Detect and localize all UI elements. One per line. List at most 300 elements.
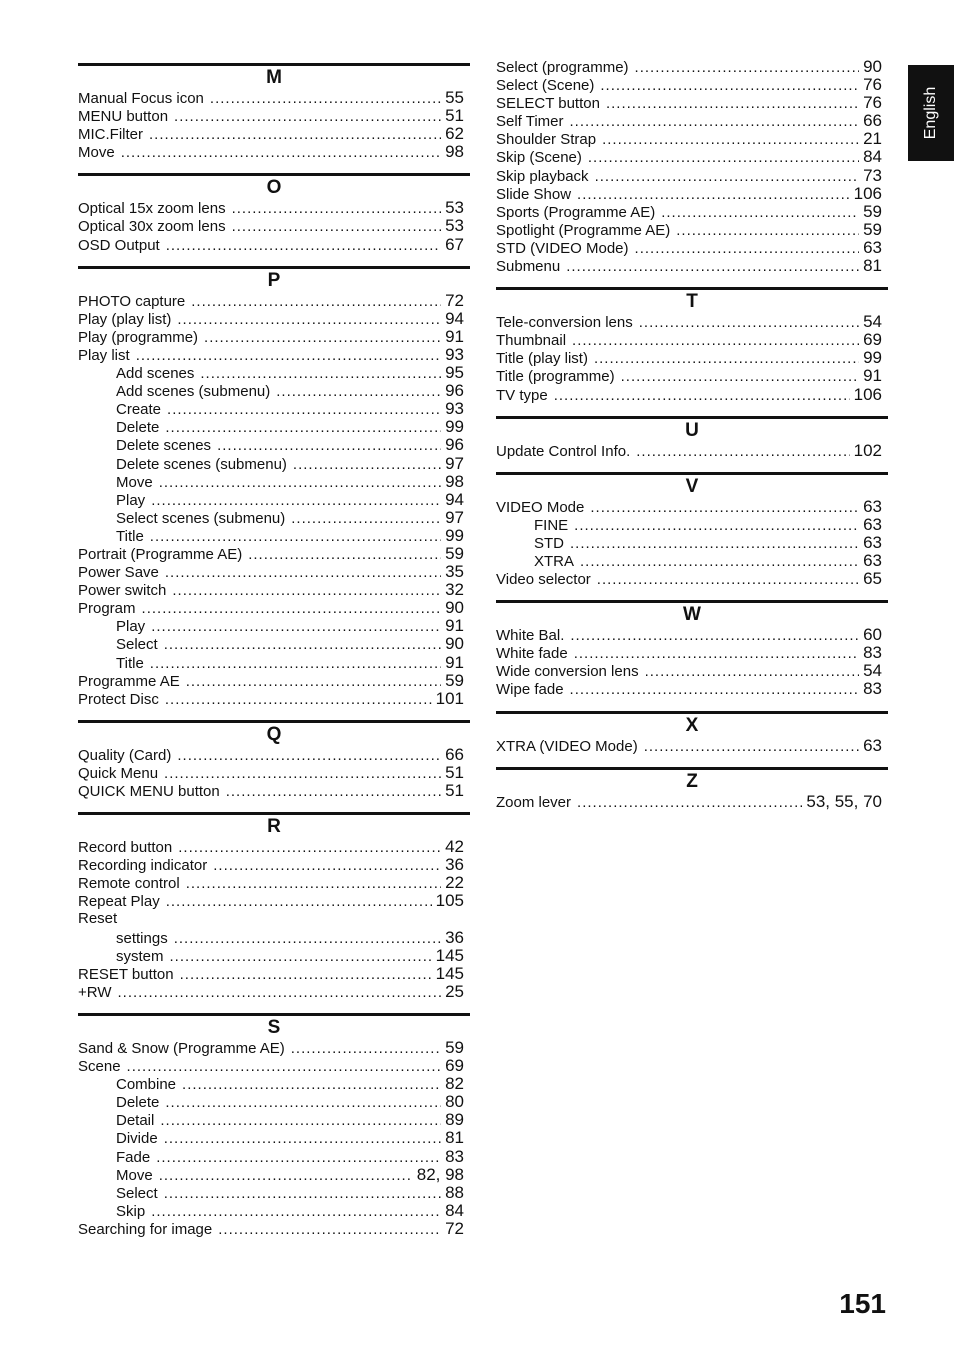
entry-term: Power switch [78, 582, 167, 600]
entry-page: 63 [863, 736, 882, 755]
entry-list [496, 793, 888, 811]
index-entry [496, 570, 888, 588]
entry-term: Add scenes [116, 365, 195, 383]
entry-page: 55 [445, 89, 464, 107]
entry-list [78, 89, 470, 161]
section-rule [78, 1013, 470, 1016]
entry-term: Title (play list) [496, 350, 588, 368]
entry-term: Divide [116, 1130, 158, 1148]
entry-page: 42 [445, 838, 464, 857]
index-entry [78, 346, 470, 364]
index-entry [496, 76, 888, 94]
index-subentry [78, 1075, 470, 1093]
dot-leader [136, 347, 441, 364]
entry-term: Add scenes (submenu) [116, 383, 271, 401]
entry-term: PHOTO capture [78, 292, 186, 310]
entry-page: 95 [445, 364, 464, 383]
entry-term: Play (play list) [78, 310, 172, 328]
dot-leader [182, 1076, 441, 1093]
entry-page: 22 [445, 874, 464, 893]
index-entry [78, 746, 470, 764]
entry-page: 76 [863, 94, 882, 113]
section-letter: U [685, 419, 699, 441]
dot-leader [588, 149, 859, 166]
section-rule [78, 720, 470, 723]
entry-term: Select [116, 636, 158, 654]
dot-leader [191, 293, 441, 310]
entry-term: Repeat Play [78, 893, 160, 911]
entry-term: Skip [116, 1202, 146, 1220]
entry-page: 96 [445, 436, 464, 455]
section-letter: X [685, 714, 699, 736]
entry-term: Delete [116, 419, 160, 437]
entry-page: 54 [863, 662, 882, 681]
dot-leader [293, 456, 441, 473]
entry-page: 93 [445, 345, 464, 364]
dot-leader [117, 984, 441, 1001]
dot-leader [606, 95, 859, 112]
dot-leader [594, 350, 859, 367]
dot-leader [577, 186, 850, 203]
entry-page: 62 [445, 125, 464, 144]
index-entry [78, 910, 470, 928]
dot-leader [636, 443, 849, 460]
dot-leader [661, 204, 859, 221]
dot-leader [165, 691, 432, 708]
index-entry [496, 680, 888, 698]
entry-term: OSD Output [78, 236, 160, 254]
index-subentry [78, 654, 470, 672]
dot-leader [590, 499, 859, 516]
dot-leader [574, 517, 859, 534]
entry-term: Fade [116, 1148, 151, 1166]
index-subentry [78, 400, 470, 418]
index-entry [496, 737, 888, 755]
index-entry [78, 892, 470, 910]
entry-page: 66 [863, 112, 882, 131]
entry-page: 81 [445, 1129, 464, 1148]
index-section [496, 711, 888, 755]
dot-leader [166, 237, 441, 254]
index-entry [78, 581, 470, 599]
entry-term: Portrait (Programme AE) [78, 545, 243, 563]
index-entry [78, 599, 470, 617]
index-entry [496, 221, 888, 239]
index-entry [78, 310, 470, 328]
entry-term: Scene [78, 1058, 121, 1076]
index-entry [496, 386, 888, 404]
section-letter: M [266, 67, 282, 88]
dot-leader [156, 1149, 441, 1166]
dot-leader [645, 663, 860, 680]
section-rule [496, 287, 888, 290]
entry-page: 53, 55, 70 [806, 792, 882, 811]
index-subentry [78, 1184, 470, 1202]
entry-page: 53 [445, 199, 464, 218]
entry-page: 98 [445, 472, 464, 491]
entry-term: White fade [496, 645, 568, 663]
index-subentry [496, 552, 888, 570]
entry-page: 94 [445, 490, 464, 509]
entry-term: Combine [116, 1076, 177, 1094]
entry-term: SELECT button [496, 95, 600, 113]
entry-term: Move [116, 473, 153, 491]
index-entry [78, 125, 470, 143]
entry-term: QUICK MENU button [78, 783, 220, 800]
dot-leader [164, 765, 441, 782]
index-entry [78, 89, 470, 107]
entry-term: Zoom lever [496, 793, 572, 811]
entry-term: Select (Scene) [496, 77, 595, 95]
dot-leader [602, 131, 859, 148]
entry-page: 25 [445, 982, 464, 1001]
entry-term: Remote control [78, 875, 180, 893]
dot-leader [121, 144, 441, 161]
index-entry [496, 257, 888, 275]
entry-page: 21 [863, 130, 882, 149]
entry-term: XTRA (VIDEO Mode) [496, 737, 638, 755]
index-entry [496, 58, 888, 76]
entry-term: Programme AE [78, 672, 180, 690]
index-subentry [78, 509, 470, 527]
entry-term: Recording indicator [78, 857, 208, 875]
entry-page: 51 [445, 107, 464, 126]
dot-leader [276, 383, 441, 400]
index-section [78, 720, 470, 800]
entry-term: STD (VIDEO Mode) [496, 239, 629, 257]
entry-term: system [116, 947, 164, 965]
index-entry [78, 1057, 470, 1075]
entry-page: 99 [445, 526, 464, 545]
entry-page: 63 [863, 497, 882, 516]
dot-leader [174, 930, 441, 947]
index-section [496, 472, 888, 588]
dot-leader [570, 681, 860, 698]
index-entry [78, 782, 470, 800]
entry-page: 54 [863, 313, 882, 332]
dot-leader [232, 218, 442, 235]
dot-leader [621, 368, 859, 385]
index-section [496, 58, 888, 275]
entry-page: 91 [863, 367, 882, 386]
index-entry [78, 563, 470, 581]
entry-term: Select scenes (submenu) [116, 509, 286, 527]
entry-term: MIC.Filter [78, 126, 143, 144]
index-entry [496, 662, 888, 680]
entry-page: 105 [435, 892, 464, 911]
dot-leader [232, 200, 442, 217]
entry-term: Select [116, 1184, 158, 1202]
dot-leader [151, 1203, 441, 1220]
index-entry [78, 874, 470, 892]
index-entry [496, 148, 888, 166]
entry-term: MENU button [78, 108, 169, 126]
entry-page: 82 [445, 1075, 464, 1094]
entry-page: 76 [863, 76, 882, 95]
section-letter: T [686, 291, 698, 313]
index-subentry [78, 1148, 470, 1166]
index-entry [78, 236, 470, 254]
entry-page: 63 [863, 551, 882, 570]
entry-page: 84 [445, 1201, 464, 1220]
index-entry [78, 1039, 470, 1057]
entry-page: 59 [863, 202, 882, 221]
index-section [496, 600, 888, 698]
index-subentry [78, 617, 470, 635]
dot-leader [150, 528, 441, 545]
entry-term: Slide Show [496, 185, 572, 203]
entry-page: 98 [445, 143, 464, 162]
index-entry [496, 239, 888, 257]
entry-term: Searching for image [78, 1220, 213, 1238]
dot-leader [204, 329, 441, 346]
index-entry [78, 217, 470, 235]
dot-leader [165, 564, 441, 581]
section-letter: R [267, 816, 281, 838]
dot-leader [160, 1112, 441, 1129]
dot-leader [127, 1058, 442, 1075]
section-letter: S [267, 1016, 281, 1038]
entry-page: 83 [863, 644, 882, 663]
index-subentry [78, 382, 470, 400]
entry-page: 53 [445, 217, 464, 236]
section-rule [78, 173, 470, 176]
index-entry [78, 199, 470, 217]
entry-term: Wipe fade [496, 681, 564, 699]
entry-page: 67 [445, 235, 464, 254]
entry-page: 106 [853, 385, 882, 404]
section-rule [78, 63, 470, 66]
dot-leader [577, 794, 802, 811]
entry-page: 60 [863, 626, 882, 645]
dot-leader [600, 77, 859, 94]
index-subentry [78, 418, 470, 436]
entry-term: Title [116, 527, 144, 545]
index-subentry [78, 947, 470, 965]
entry-page: 102 [853, 441, 882, 460]
entry-list [78, 199, 470, 253]
index-section [496, 767, 888, 811]
dot-leader [644, 738, 859, 755]
language-tab [908, 65, 954, 161]
index-entry [78, 107, 470, 125]
language-tab-label: English [922, 86, 939, 140]
dot-leader [150, 655, 441, 672]
entry-term: Sports (Programme AE) [496, 203, 656, 221]
index-entry [496, 112, 888, 130]
dot-leader [172, 582, 441, 599]
entry-term: RESET button [78, 965, 174, 983]
index-entry [496, 349, 888, 367]
index-entry [78, 1220, 470, 1238]
index-section [496, 287, 888, 403]
entry-page: 69 [445, 1057, 464, 1076]
index-entry [496, 130, 888, 148]
dot-leader [177, 311, 441, 328]
entry-page: 89 [445, 1111, 464, 1130]
entry-term: Reset [78, 910, 118, 928]
entry-term: Move [78, 144, 115, 162]
index-subentry [78, 1111, 470, 1129]
entry-term: Detail [116, 1112, 155, 1130]
index-entry [78, 965, 470, 983]
dot-leader [291, 510, 441, 527]
entry-page: 59 [445, 671, 464, 690]
entry-list [496, 442, 888, 460]
entry-page: 72 [445, 1219, 464, 1238]
entry-term: Play [116, 491, 146, 509]
entry-term: XTRA [534, 552, 575, 570]
entry-term: Tele-conversion lens [496, 314, 633, 332]
entry-term: Program [78, 600, 136, 618]
entry-page: 59 [863, 220, 882, 239]
entry-list [496, 737, 888, 755]
index-entry [496, 644, 888, 662]
entry-page: 51 [445, 782, 464, 800]
index-subentry [78, 473, 470, 491]
entry-list [496, 58, 888, 275]
entry-page: 63 [863, 533, 882, 552]
entry-page: 63 [863, 238, 882, 257]
entry-term: Title [116, 654, 144, 672]
dot-leader [180, 966, 432, 983]
entry-term: Protect Disc [78, 690, 159, 708]
entry-page: 99 [863, 349, 882, 368]
index-entry [496, 94, 888, 112]
entry-term: Play (programme) [78, 328, 199, 346]
index-section [78, 173, 470, 253]
dot-leader [178, 839, 441, 856]
entry-term: Move [116, 1166, 153, 1184]
dot-leader [226, 783, 441, 800]
dot-leader [635, 240, 860, 257]
entry-page: 96 [445, 382, 464, 401]
entry-page: 81 [863, 257, 882, 276]
dot-leader [165, 419, 441, 436]
section-letter: P [267, 269, 281, 291]
dot-leader [566, 258, 859, 275]
index-subentry [78, 635, 470, 653]
entry-term: FINE [534, 516, 569, 534]
dot-leader [186, 673, 441, 690]
entry-page: 59 [445, 544, 464, 563]
dot-leader [151, 492, 441, 509]
index-subentry [496, 534, 888, 552]
index-section [78, 812, 470, 1001]
entry-term: Update Control Info. [496, 442, 631, 460]
dot-leader [166, 893, 432, 910]
entry-term: Play [116, 618, 146, 636]
index-entry [496, 313, 888, 331]
entry-term: Record button [78, 839, 173, 857]
section-rule [78, 812, 470, 815]
dot-leader [572, 332, 859, 349]
dot-leader [165, 1094, 441, 1111]
entry-term: Wide conversion lens [496, 663, 639, 681]
entry-page: 91 [445, 653, 464, 672]
entry-page: 73 [863, 166, 882, 185]
entry-page: 106 [853, 184, 882, 203]
dot-leader [151, 618, 441, 635]
dot-leader [570, 535, 859, 552]
entry-page: 145 [435, 964, 464, 983]
dot-leader [217, 437, 441, 454]
entry-term: TV type [496, 386, 548, 404]
dot-leader [210, 90, 441, 107]
index-entry [78, 856, 470, 874]
dot-leader [635, 59, 860, 76]
dot-leader [676, 222, 859, 239]
section-rule [496, 600, 888, 603]
entry-term: Shoulder Strap [496, 131, 597, 149]
dot-leader [213, 857, 441, 874]
dot-leader [167, 401, 441, 418]
dot-leader [580, 553, 859, 570]
dot-leader [149, 126, 441, 143]
dot-leader [248, 546, 441, 563]
section-rule [496, 416, 888, 419]
section-letter: Q [266, 723, 282, 745]
index-subentry [78, 1093, 470, 1111]
entry-term: Video selector [496, 571, 591, 589]
entry-list [78, 292, 470, 708]
index-subentry [78, 491, 470, 509]
section-rule [78, 266, 470, 269]
section-letter: V [685, 475, 699, 497]
dot-leader [570, 627, 859, 644]
section-letter: W [683, 604, 701, 626]
dot-leader [159, 1167, 413, 1184]
page-number: 151 [839, 1288, 886, 1319]
entry-term: Power Save [78, 564, 159, 582]
entry-term: Quality (Card) [78, 746, 172, 764]
entry-page: 99 [445, 418, 464, 437]
entry-term: Play list [78, 346, 130, 364]
entry-term: +RW [78, 983, 112, 1001]
dot-leader [164, 636, 441, 653]
entry-page: 59 [445, 1038, 464, 1057]
index-subentry [78, 455, 470, 473]
index-section [78, 266, 470, 708]
section-rule [496, 767, 888, 770]
entry-page: 69 [863, 331, 882, 350]
entry-page: 32 [445, 581, 464, 600]
entry-page: 63 [863, 515, 882, 534]
index-subentry [78, 436, 470, 454]
index-entry [496, 626, 888, 644]
entry-page: 97 [445, 508, 464, 527]
entry-page: 51 [445, 763, 464, 782]
entry-list [78, 1039, 470, 1238]
index-section [78, 1013, 470, 1238]
index-entry [78, 328, 470, 346]
dot-leader [595, 168, 860, 185]
entry-term: Delete [116, 1094, 160, 1112]
dot-leader [164, 1185, 441, 1202]
dot-leader [177, 747, 441, 764]
entry-term: Sand & Snow (Programme AE) [78, 1039, 285, 1057]
dot-leader [218, 1221, 441, 1238]
entry-page: 145 [435, 946, 464, 965]
entry-term: White Bal. [496, 627, 565, 645]
index-column-left [78, 63, 470, 1250]
entry-page: 36 [445, 928, 464, 947]
dot-leader [174, 108, 441, 125]
entry-term: Skip (Scene) [496, 149, 582, 167]
entry-term: STD [534, 534, 564, 552]
index-entry [496, 331, 888, 349]
entry-page: 101 [435, 689, 464, 708]
